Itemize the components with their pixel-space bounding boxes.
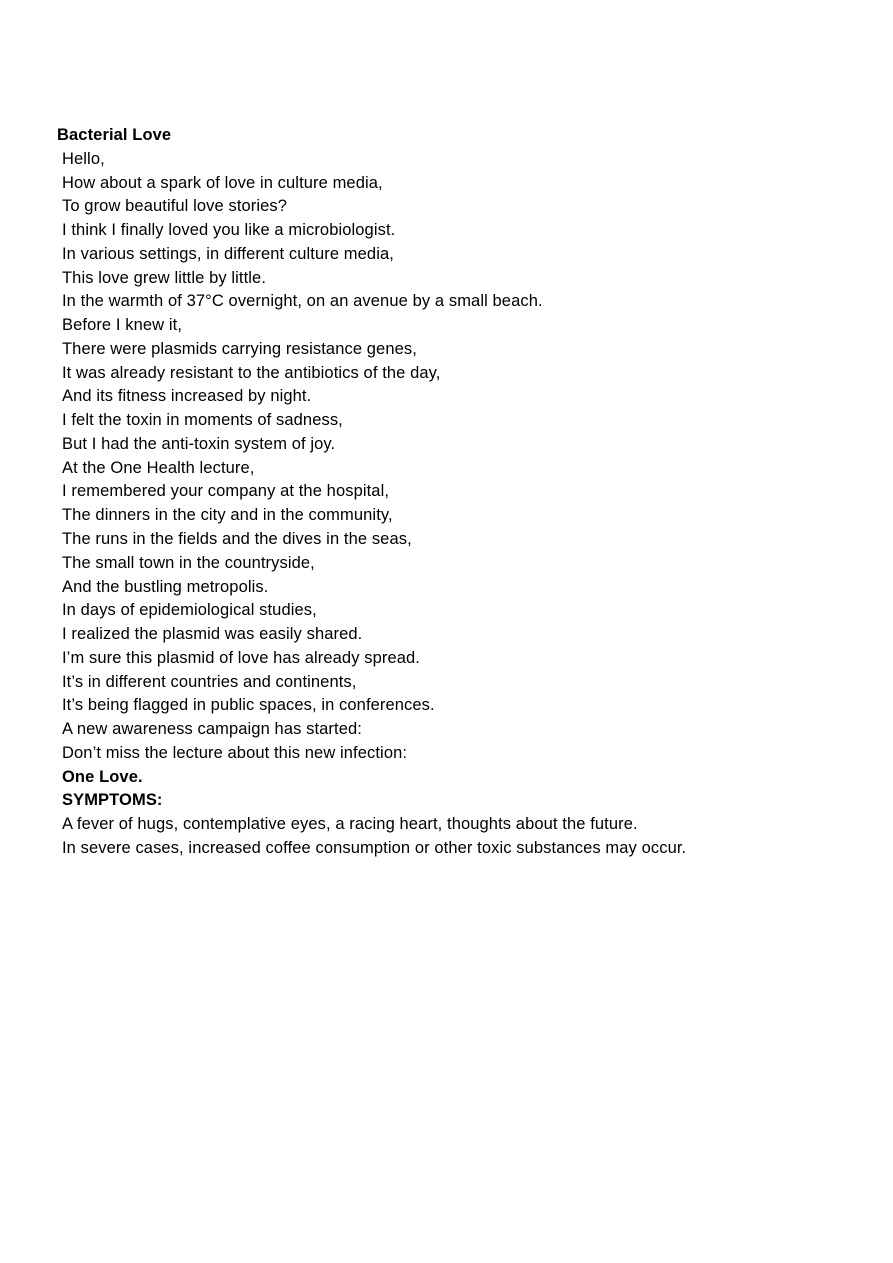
poem-line: I realized the plasmid was easily shared.: [62, 625, 363, 644]
poem-line: And the bustling metropolis.: [62, 577, 269, 596]
poem-line: I felt the toxin in moments of sadness,: [62, 411, 343, 430]
poem-line: In days of epidemiological studies,: [62, 601, 317, 620]
poem-line: I’m sure this plasmid of love has already spread.: [62, 648, 420, 667]
poem-line: There were plasmids carrying resistance genes,: [62, 339, 417, 358]
poem-line: SYMPTOMS:: [62, 791, 163, 810]
poem-line: Don’t miss the lecture about this new infection:: [62, 743, 408, 762]
poem: [57, 124, 837, 861]
poem-line: A fever of hugs, contemplative eyes, a racing heart, thoughts about the future.: [62, 815, 638, 834]
poem-line: Hello,: [62, 149, 105, 168]
poem-title: Bacterial Love: [57, 126, 172, 144]
poem-line: One Love.: [62, 767, 143, 786]
poem-line: To grow beautiful love stories?: [62, 197, 288, 216]
poem-line: In the warmth of 37°C overnight, on an avenue by a small beach.: [62, 292, 543, 311]
poem-line: It’s in different countries and continents,: [62, 672, 357, 691]
poem-line: It was already resistant to the antibiotics of the day,: [62, 363, 441, 382]
poem-line: I think I finally loved you like a microbiologist.: [62, 221, 396, 240]
poem-line: And its fitness increased by night.: [62, 387, 312, 406]
poem-line: In severe cases, increased coffee consumption or other toxic substances may occur.: [62, 838, 687, 857]
poem-line: In various settings, in different culture media,: [62, 244, 394, 263]
poem-line: I remembered your company at the hospital,: [62, 482, 390, 501]
poem-line: The runs in the fields and the dives in the seas,: [62, 530, 412, 549]
poem-line: This love grew little by little.: [62, 268, 267, 287]
poem-line: Before I knew it,: [62, 316, 183, 335]
poem-line: How about a spark of love in culture media,: [62, 173, 383, 192]
poem-line: The dinners in the city and in the community,: [62, 506, 393, 525]
poem-line: At the One Health lecture,: [62, 458, 255, 477]
poem-lines: [57, 148, 837, 861]
poem-line: But I had the anti-toxin system of joy.: [62, 434, 336, 453]
poem-line: A new awareness campaign has started:: [62, 720, 362, 739]
poem-line: The small town in the countryside,: [62, 553, 315, 572]
poem-line: It’s being flagged in public spaces, in conferences.: [62, 696, 435, 715]
